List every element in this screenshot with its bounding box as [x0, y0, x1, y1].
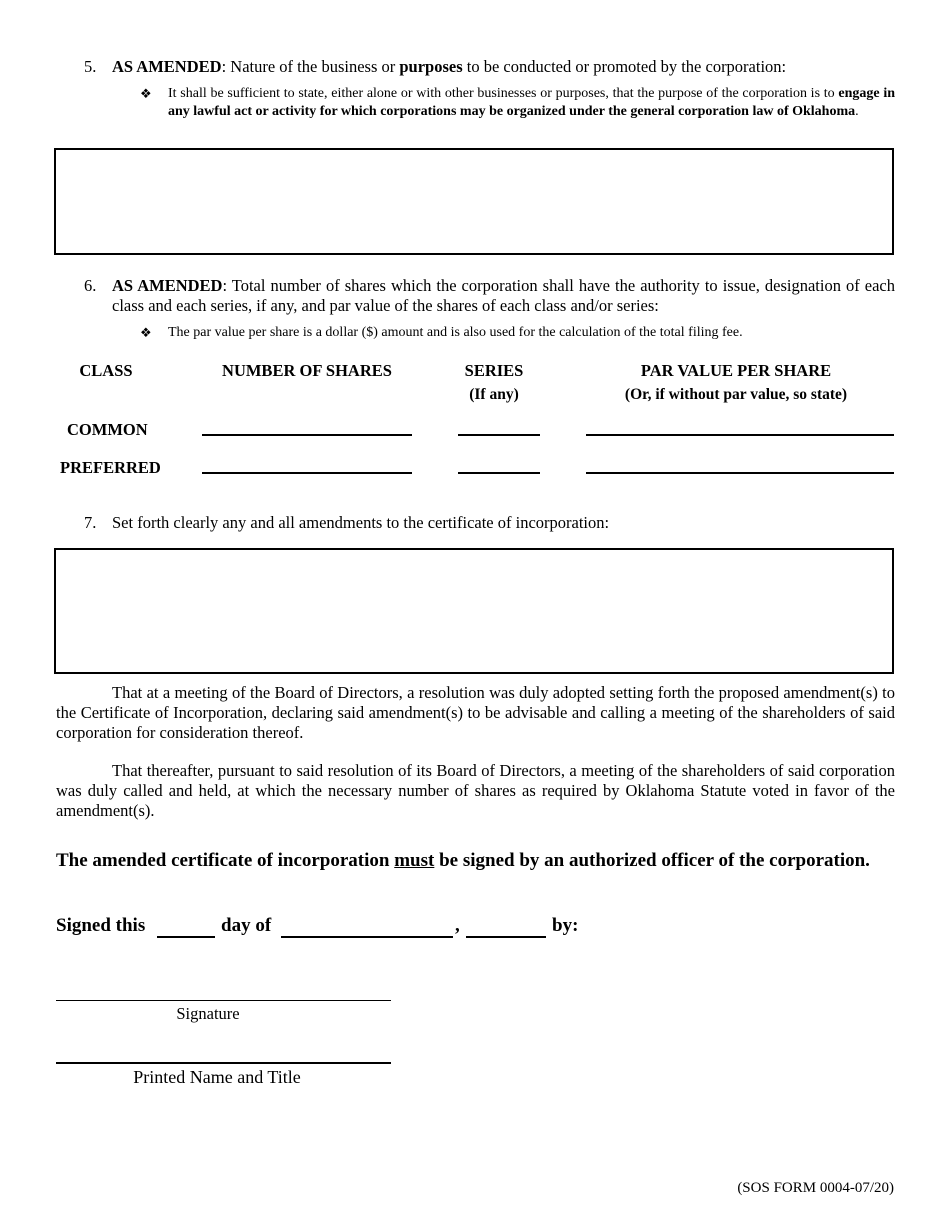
signed-day-field[interactable]: [157, 936, 215, 938]
common-series-field[interactable]: [458, 434, 540, 436]
board-resolution-paragraph: That at a meeting of the Board of Directors, a resolution was duly adopted setting forth the proposed amendment(s) to the Certificate of Incorporation, declaring said amendment(s) to be advisable and calling a meeting of the shareholders of said corporation for consideration thereof.: [56, 683, 895, 742]
common-shares-field[interactable]: [202, 434, 412, 436]
signature-label: Signature: [176, 1004, 240, 1023]
col-series-subheader: (If any): [469, 386, 519, 403]
col-par-subheader: (Or, if without par value, so state): [624, 386, 848, 403]
item-5-text: AS AMENDED: Nature of the business or purposes to be conducted or promoted by the corporation:: [112, 57, 787, 76]
preferred-shares-field[interactable]: [202, 472, 412, 474]
amendments-box[interactable]: [54, 548, 894, 674]
preferred-series-field[interactable]: [458, 472, 540, 474]
signed-year-field[interactable]: [466, 936, 546, 938]
signature-notice: The amended certificate of incorporation must be signed by an authorized officer of the corporation.: [56, 850, 870, 871]
printed-name-label: Printed Name and Title: [133, 1067, 301, 1087]
item-6-label: AS AMENDED: [112, 276, 223, 295]
form-number: (SOS FORM 0004-07/20): [737, 1180, 894, 1196]
bullet-icon: ❖: [140, 86, 152, 101]
col-class-header: CLASS: [79, 361, 133, 380]
col-series-header: SERIES: [464, 361, 524, 380]
item-7-text: Set forth clearly any and all amendments to the certificate of incorporation:: [112, 513, 610, 532]
preferred-par-field[interactable]: [586, 472, 894, 474]
item-5: [0, 57, 950, 79]
signed-month-field[interactable]: [281, 936, 453, 938]
col-par-header: PAR VALUE PER SHARE: [640, 361, 832, 380]
item-7-number: 7.: [84, 513, 97, 532]
item-5-number: 5.: [84, 57, 97, 76]
item-6: [0, 276, 950, 320]
common-par-field[interactable]: [586, 434, 894, 436]
shareholder-meeting-paragraph: That thereafter, pursuant to said resolution of its Board of Directors, a meeting of the shareholders of said corporation was duly called and held, at which the necessary number of shares as required by Oklahoma Statute voted in favor of the amendment(s).: [56, 761, 895, 820]
item-6-text: AS AMENDED: Total number of shares which the corporation shall have the authority to issue, designation of each class and each series, if any, and par value of the shares of each class and/or series:: [112, 276, 895, 315]
row-preferred-label: PREFERRED: [60, 458, 161, 477]
signed-date-line: Signed this day of , by:: [56, 915, 579, 936]
purpose-box[interactable]: [54, 148, 894, 255]
item-6-number: 6.: [84, 276, 97, 295]
bullet-icon: ❖: [140, 325, 152, 340]
col-shares-header: NUMBER OF SHARES: [222, 361, 392, 380]
row-common-label: COMMON: [67, 420, 148, 439]
item-7: [0, 513, 950, 535]
item-5-label: AS AMENDED: [112, 57, 222, 76]
printed-name-line[interactable]: [56, 1062, 391, 1064]
item-6-note: ❖ The par value per share is a dollar ($) amount and is also used for the calculation of the total filing fee.: [140, 325, 743, 340]
item-5-note: ❖ It shall be sufficient to state, either alone or with other businesses or purposes, that the purpose of the corporation is to engage in any lawful act or activity for which corporations may be organized under the general corporation law of Oklahoma.: [140, 86, 895, 119]
signature-line[interactable]: [56, 1000, 391, 1001]
